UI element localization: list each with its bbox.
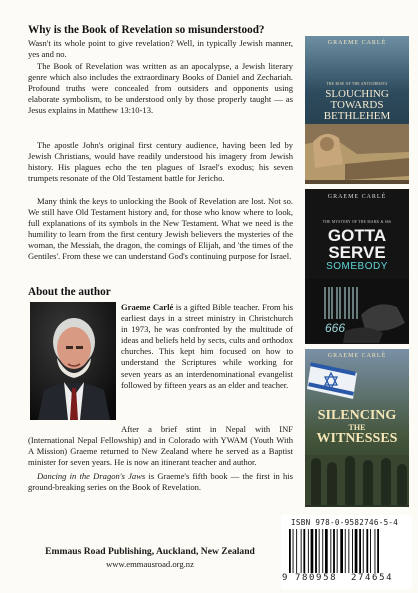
- bio-paragraph-3: Dancing in the Dragon's Jaws is Graeme's fifth book — the first in his ground-breaking series on the Book of Revelation.: [28, 471, 293, 493]
- book-cover-silencing[interactable]: [305, 349, 409, 507]
- barcode-bars: [289, 529, 407, 575]
- publisher-url[interactable]: www.emmausroad.org.nz: [106, 559, 194, 569]
- bio-paragraph-1: Graeme Carlé is a gifted Bible teacher. From his earliest days in a street ministry in Christchurch in 1973, he was confronted by the multitude of ideas and beliefs held by sects, cults and orthodox churches. This kept him focused on how to understand the Scriptures while working for seven years as an interdenominational evangelist followed by fifteen years as an elder and teacher.: [121, 302, 294, 390]
- book-badge-666: 666: [325, 321, 346, 335]
- barcode-group-1: 780958: [295, 573, 338, 583]
- author-name: Graeme Carlé: [121, 302, 174, 312]
- isbn-barcode: [281, 515, 412, 589]
- book-tagline: THE MYSTERY OF THE MARK & 666: [322, 220, 392, 224]
- paragraph-keys: Many think the keys to unlocking the Book of Revelation are lost. Not so. We still have Old Testament history and, for those who know where to look, full explanations of its symbols in the New Testament. What we need is the humility to learn from the first century Jewish believers the mysteries of the woman, the Messiah, the dragon, the comings of Elijah, and 'the times of the Gentiles'. From these we can understand God's continuing purpose for Israel.: [28, 196, 293, 262]
- section-heading-revelation: Why is the Book of Revelation so misunderstood?: [28, 24, 265, 36]
- book-author: GRAEME CARLÉ: [327, 353, 387, 359]
- book-author: GRAEME CARLÉ: [327, 194, 387, 200]
- isbn-label: ISBN 978-0-9582746-5-4: [291, 518, 399, 527]
- book-title: SILENCING THE WITNESSES: [316, 408, 398, 446]
- author-photo: [30, 302, 116, 420]
- soldiers-illustration: [305, 455, 409, 505]
- section-heading-author: About the author: [28, 286, 111, 298]
- book-title-dancing: Dancing in the Dragon's Jaws: [37, 471, 146, 481]
- book-title: SLOUCHING TOWARDS BETHLEHEM: [323, 88, 391, 122]
- barcode-hand-illustration: [305, 279, 409, 343]
- book-cover-slouching[interactable]: [305, 36, 409, 184]
- barcode-first-digit: 9: [282, 573, 288, 583]
- book-author: GRAEME CARLÉ: [327, 40, 387, 46]
- flag-illustration: [305, 359, 409, 409]
- book-title: GOTTA SERVE SOMEBODY: [326, 226, 388, 272]
- publisher-name: Emmaus Road Publishing, Auckland, New Zealand: [45, 546, 255, 557]
- paragraph-audience: The apostle John's original first century audience, having been led by Jewish Christians, would have readily understood his imagery from Jewish history. His plagues echo the ten plagues of Israel's exodus; his seven trumpets resonate of the Old Testament battle for Jericho.: [28, 140, 293, 184]
- paragraph-apocalypse: The Book of Revelation was written as an apocalypse, a Jewish literary genre which also includes the extraordinary Books of Daniel and Zechariah. Profound truths were concealed from outsiders and opponents using elaborate symbolism, to be understood only by those properly taught — as Jesus explains in Matthew 13:10-13.: [28, 61, 293, 116]
- barcode-group-2: 274654: [351, 573, 394, 583]
- book-tagline: THE RISE OF THE ANTICHRISTS: [326, 82, 388, 86]
- book-cover-gotta-serve[interactable]: [305, 189, 409, 344]
- sphinx-illustration: [305, 124, 409, 184]
- bio-paragraph-2: After a brief stint in Nepal with INF (International Nepal Fellowship) and in Colorado with YWAM (Youth With A Mission) Graeme returned to New Zealand where he served as a Baptist minister for seven years. He is now an itinerant teacher and author.: [28, 424, 293, 468]
- lead-paragraph: Wasn't its whole point to give revelation? Well, in typically Jewish manner, yes and no.: [28, 38, 293, 60]
